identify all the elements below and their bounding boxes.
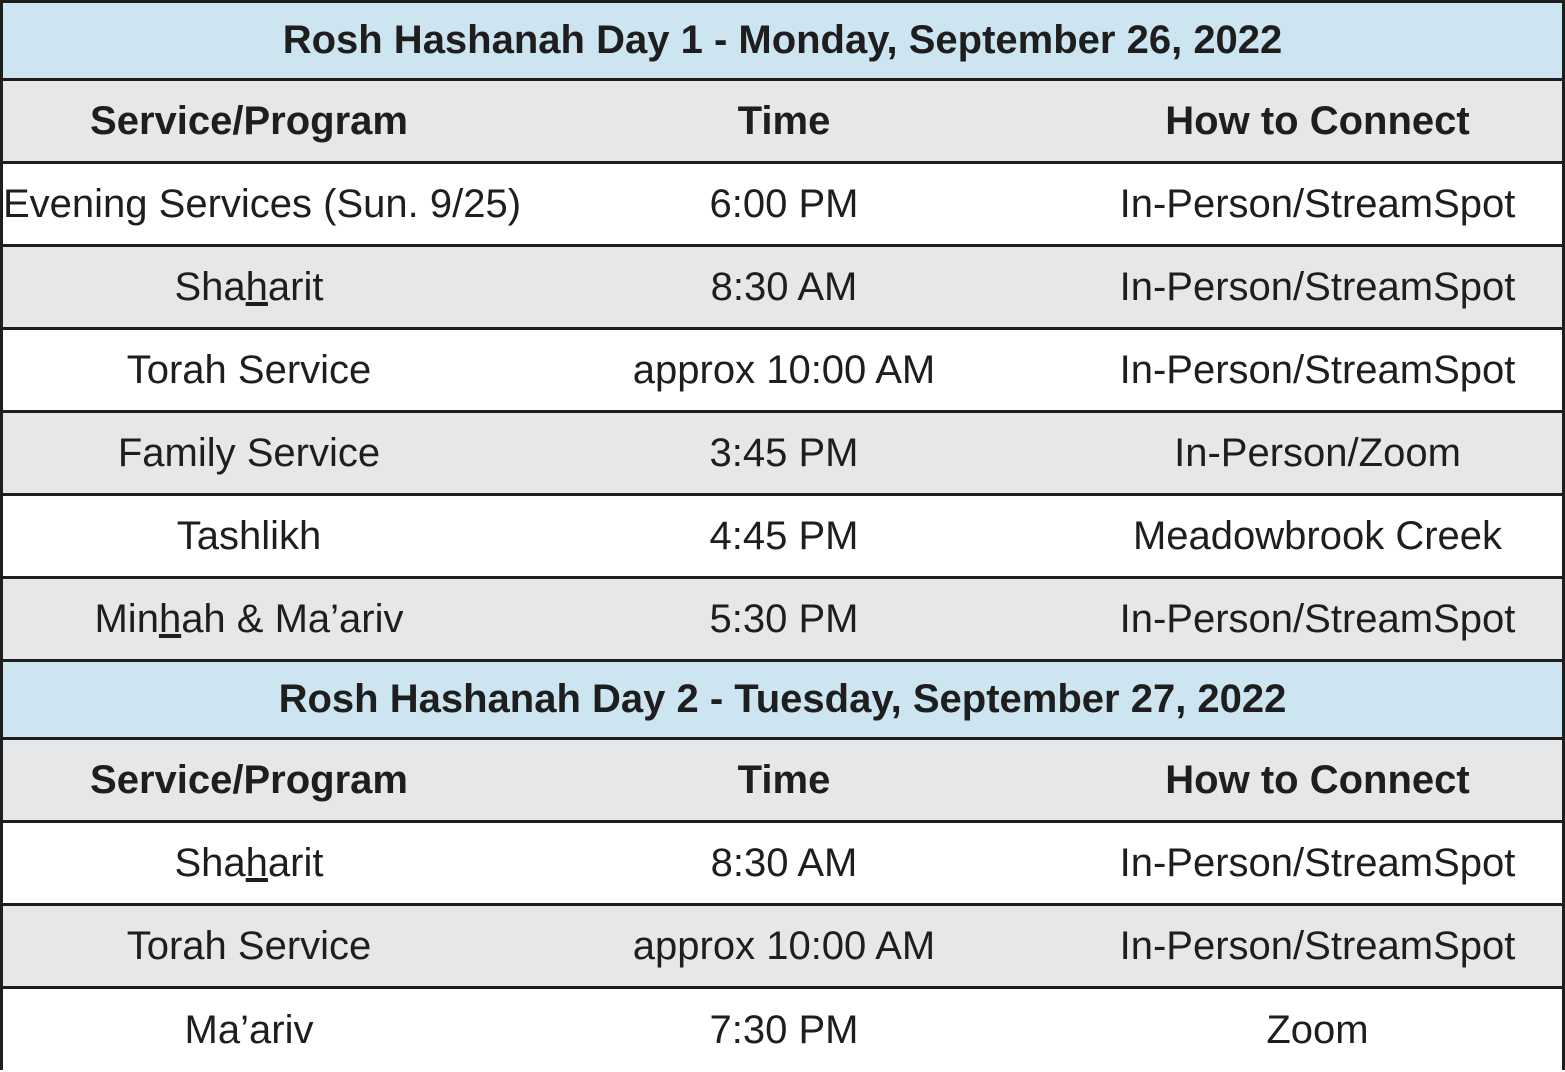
service-name: Shaharit (174, 840, 324, 885)
header-time: Time (737, 757, 831, 802)
service-time: 6:00 PM (709, 181, 859, 226)
service-time: 5:30 PM (709, 596, 859, 641)
service-name: Evening Services (Sun. 9/25) (3, 181, 522, 226)
connect-method: Meadowbrook Creek (1132, 513, 1503, 558)
header-service: Service/Program (90, 757, 408, 802)
service-name: Torah Service (126, 923, 372, 968)
header-connect: How to Connect (1165, 757, 1470, 802)
service-name: Family Service (117, 430, 381, 475)
header-time: Time (737, 98, 831, 143)
connect-method: In-Person/StreamSpot (1119, 923, 1516, 968)
connect-method: In-Person/StreamSpot (1119, 181, 1516, 226)
connect-method: In-Person/StreamSpot (1119, 264, 1516, 309)
table-row (3, 906, 1562, 989)
connect-method: In-Person/Zoom (1174, 430, 1461, 475)
connect-method: In-Person/StreamSpot (1119, 347, 1516, 392)
connect-method: In-Person/StreamSpot (1119, 840, 1516, 885)
service-time: 4:45 PM (709, 513, 859, 558)
header-service: Service/Program (90, 98, 408, 143)
service-name: Shaharit (174, 264, 324, 309)
table-row (3, 496, 1562, 579)
service-name: Torah Service (126, 347, 372, 392)
day2-column-headers (3, 740, 1562, 823)
service-time: 3:45 PM (709, 430, 859, 475)
day2-title-text: Rosh Hashanah Day 2 - Tuesday, September 27, 2022 (278, 677, 1287, 721)
table-row (3, 164, 1562, 247)
service-time: approx 10:00 AM (632, 923, 936, 968)
table-row (3, 823, 1562, 906)
table-row (3, 579, 1562, 662)
day1-title (3, 3, 1562, 81)
day1-column-headers (3, 81, 1562, 164)
table-row (3, 989, 1562, 1072)
header-connect: How to Connect (1165, 98, 1470, 143)
table-row (3, 247, 1562, 330)
day2-title (3, 662, 1562, 740)
service-time: 8:30 AM (710, 264, 858, 309)
service-name: Minhah & Ma’ariv (94, 596, 404, 641)
table-row (3, 413, 1562, 496)
service-time: 8:30 AM (710, 840, 858, 885)
table-row (3, 330, 1562, 413)
connect-method: Zoom (1266, 1008, 1369, 1052)
service-name: Ma’ariv (184, 1008, 314, 1052)
connect-method: In-Person/StreamSpot (1119, 596, 1516, 641)
service-time: 7:30 PM (709, 1008, 859, 1052)
service-time: approx 10:00 AM (632, 347, 936, 392)
service-name: Tashlikh (176, 513, 322, 558)
day1-title-text: Rosh Hashanah Day 1 - Monday, September 26, 2022 (282, 18, 1283, 62)
